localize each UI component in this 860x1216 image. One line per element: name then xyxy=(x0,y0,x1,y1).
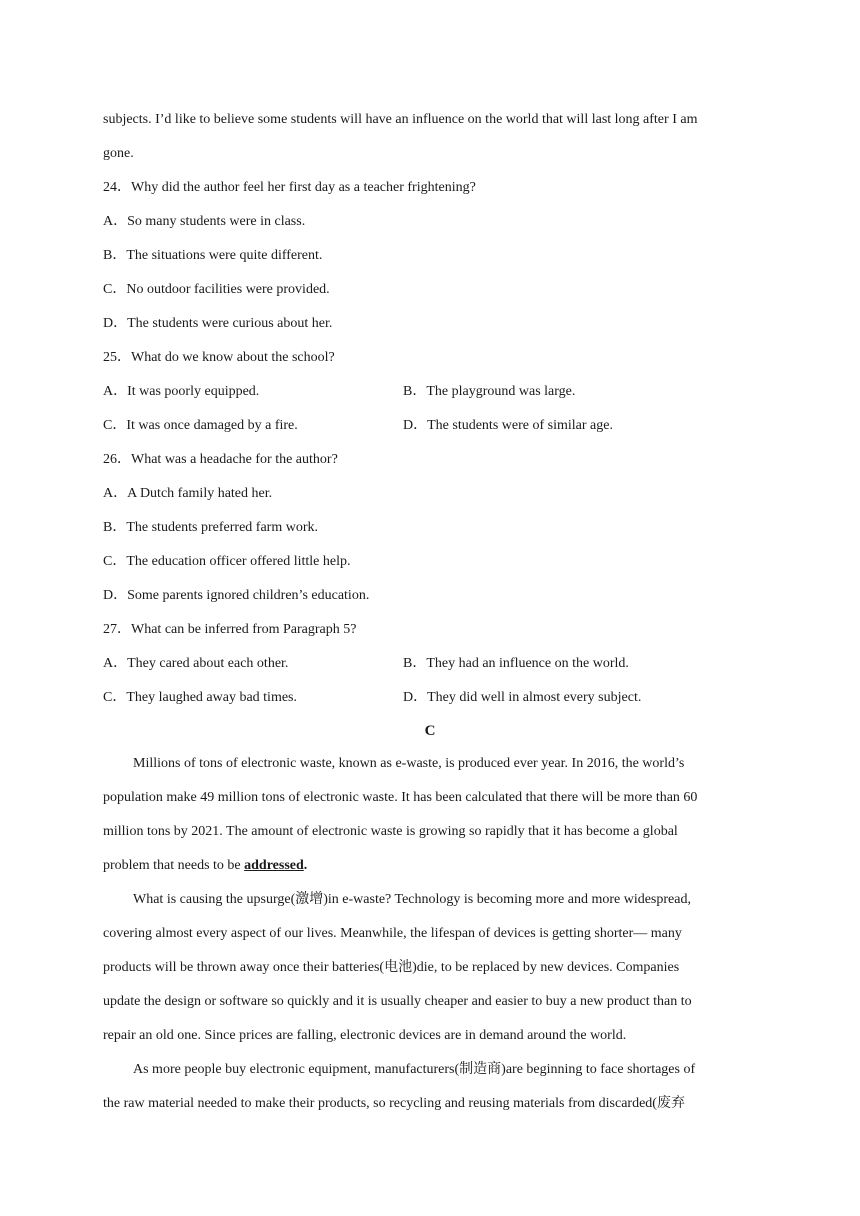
q25-options-row-2 xyxy=(103,409,753,443)
question-26-stem: 26．What was a headache for the author? xyxy=(103,452,338,467)
paragraph-line: covering almost every aspect of our lives. Meanwhile, the lifespan of devices is getting shorter— many xyxy=(103,926,682,941)
q25-option-c: C．It was once damaged by a fire. xyxy=(103,418,298,433)
q27-option-b: B．They had an influence on the world. xyxy=(403,656,629,671)
period: . xyxy=(303,858,308,873)
question-25-stem: 25．What do we know about the school? xyxy=(103,350,335,365)
paragraph-line xyxy=(103,849,753,883)
q27-options-row-1 xyxy=(103,647,753,681)
paragraph-line: As more people buy electronic equipment, manufacturers(制造商)are beginning to face shortages of xyxy=(133,1062,696,1077)
q24-option-c: C．No outdoor facilities were provided. xyxy=(103,282,330,297)
q27-option-a: A．They cared about each other. xyxy=(103,656,289,671)
q26-option-a: A．A Dutch family hated her. xyxy=(103,486,273,501)
paragraph-line: population make 49 million tons of electronic waste. It has been calculated that there will be more than 60 xyxy=(103,790,698,805)
q25-option-a: A．It was poorly equipped. xyxy=(103,384,260,399)
section-heading: C xyxy=(424,723,436,739)
question-24-stem: 24．Why did the author feel her first day as a teacher frightening? xyxy=(103,180,476,195)
q25-option-d: D．The students were of similar age. xyxy=(403,418,613,433)
underlined-word: addressed xyxy=(244,858,304,873)
q26-option-b: B．The students preferred farm work. xyxy=(103,520,318,535)
q24-option-b: B．The situations were quite different. xyxy=(103,248,323,263)
q26-option-c: C．The education officer offered little help. xyxy=(103,554,351,569)
paragraph-line: repair an old one. Since prices are falling, electronic devices are in demand around the world. xyxy=(103,1028,627,1043)
q25-option-b: B．The playground was large. xyxy=(403,384,576,399)
question-27-stem: 27．What can be inferred from Paragraph 5? xyxy=(103,622,357,637)
paragraph-line: the raw material needed to make their products, so recycling and reusing materials from discarded(废弃 xyxy=(103,1096,685,1111)
paragraph-line: Millions of tons of electronic waste, known as e-waste, is produced ever year. In 2016, the world’s xyxy=(133,756,685,771)
q24-option-a: A．So many students were in class. xyxy=(103,214,306,229)
q25-options-row-1 xyxy=(103,375,753,409)
q27-options-row-2 xyxy=(103,681,753,715)
passage-line: gone. xyxy=(103,146,134,161)
paragraph-line: million tons by 2021. The amount of electronic waste is growing so rapidly that it has become a global xyxy=(103,824,678,839)
passage-line: subjects. I’d like to believe some students will have an influence on the world that will last long after I am xyxy=(103,112,698,127)
q27-option-d: D．They did well in almost every subject. xyxy=(403,690,642,705)
q27-option-c: C．They laughed away bad times. xyxy=(103,690,298,705)
q24-option-d: D．The students were curious about her. xyxy=(103,316,333,331)
paragraph-text: problem that needs to be xyxy=(103,858,245,873)
paragraph-line: What is causing the upsurge(激增)in e-waste? Technology is becoming more and more widespread, xyxy=(133,892,691,907)
paragraph-line: update the design or software so quickly and it is usually cheaper and easier to buy a new product than to xyxy=(103,994,692,1009)
q26-option-d: D．Some parents ignored children’s education. xyxy=(103,588,370,603)
paragraph-line: products will be thrown away once their batteries(电池)die, to be replaced by new devices. Companies xyxy=(103,960,680,975)
